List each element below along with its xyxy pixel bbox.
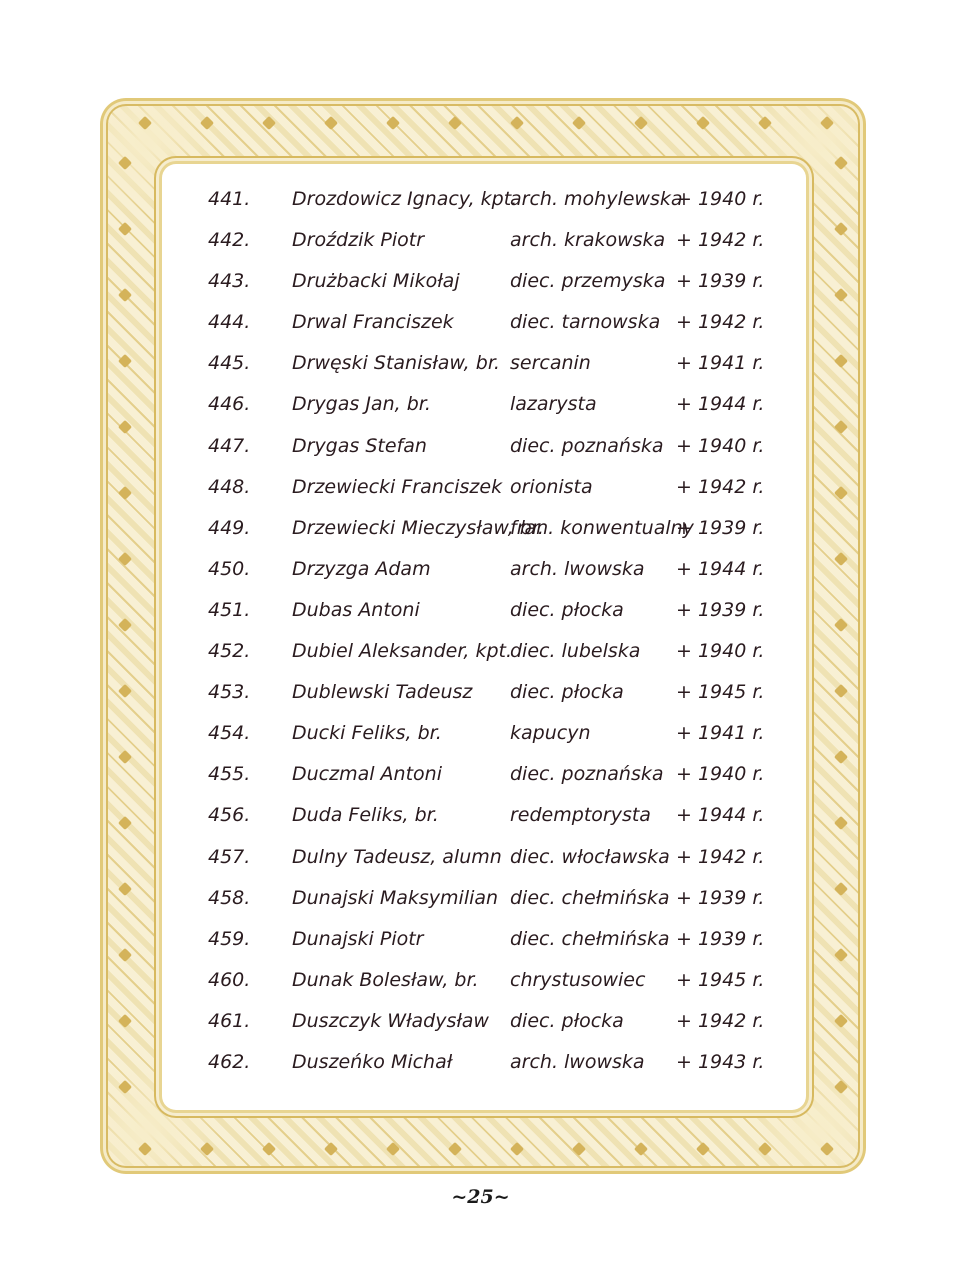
entry-year: + 1943 r.	[676, 1050, 765, 1073]
thorn-ornament	[118, 1014, 132, 1028]
thorn-ornament	[758, 1142, 772, 1156]
thorn-ornament	[118, 354, 132, 368]
thorn-ornament	[834, 882, 848, 896]
thorn-ornament	[386, 116, 400, 130]
thorn-ornament	[200, 116, 214, 130]
entry-diocese: kapucyn	[510, 722, 591, 745]
entry-year: + 1942 r.	[676, 311, 765, 334]
entry-name: Duszczyk Władysław	[292, 1009, 489, 1032]
entry-name: Ducki Feliks, br.	[292, 722, 442, 745]
entry-number: 447.	[208, 434, 251, 457]
entry-row	[190, 838, 790, 879]
thorn-ornament	[118, 750, 132, 764]
thorn-ornament	[138, 116, 152, 130]
entry-diocese: fran. konwentualny	[510, 516, 694, 539]
entry-diocese: diec. chełmińska	[510, 927, 670, 950]
thorn-ornament	[138, 1142, 152, 1156]
thorn-ornament	[834, 222, 848, 236]
entry-diocese: diec. płocka	[510, 598, 624, 621]
entry-number: 448.	[208, 475, 251, 498]
thorn-ornament	[118, 684, 132, 698]
entry-year: + 1945 r.	[676, 681, 765, 704]
entry-number: 457.	[208, 845, 251, 868]
entry-name: Drzewiecki Franciszek	[292, 475, 503, 498]
entry-name: Dunajski Piotr	[292, 927, 424, 950]
entry-row	[190, 755, 790, 796]
entry-row	[190, 1002, 790, 1043]
entry-number: 443.	[208, 270, 251, 293]
entry-diocese: diec. poznańska	[510, 434, 664, 457]
thorn-ornament	[834, 684, 848, 698]
entry-number: 453.	[208, 681, 251, 704]
thorn-ornament	[634, 1142, 648, 1156]
thorn-ornament	[118, 486, 132, 500]
entry-diocese: arch. krakowska	[510, 229, 666, 252]
entry-year: + 1940 r.	[676, 640, 765, 663]
thorn-ornament	[118, 618, 132, 632]
thorn-ornament	[118, 816, 132, 830]
entry-row	[190, 509, 790, 550]
entry-row	[190, 468, 790, 509]
entry-year: + 1940 r.	[676, 188, 765, 210]
entry-diocese: diec. poznańska	[510, 763, 664, 786]
entry-row	[190, 344, 790, 385]
entry-year: + 1940 r.	[676, 763, 765, 786]
entry-year: + 1941 r.	[676, 352, 765, 375]
entry-number: 462.	[208, 1050, 251, 1073]
entry-name: Drużbacki Mikołaj	[292, 270, 460, 293]
entry-number: 452.	[208, 640, 251, 663]
thorn-ornament	[200, 1142, 214, 1156]
entry-row	[190, 796, 790, 837]
entry-row	[190, 591, 790, 632]
entry-row	[190, 262, 790, 303]
entry-year: + 1944 r.	[676, 557, 765, 580]
thorn-ornament	[118, 948, 132, 962]
thorn-ornament	[262, 116, 276, 130]
entry-diocese: diec. przemyska	[510, 270, 666, 293]
thorn-ornament	[634, 116, 648, 130]
thorn-ornament	[448, 1142, 462, 1156]
entry-number: 451.	[208, 598, 251, 621]
entry-year: + 1939 r.	[676, 886, 765, 909]
thorn-ornament	[834, 816, 848, 830]
thorn-ornament	[448, 116, 462, 130]
entry-diocese: arch. mohylewska	[510, 188, 683, 210]
thorn-ornament	[834, 1080, 848, 1094]
entry-row	[190, 673, 790, 714]
entry-year: + 1942 r.	[676, 845, 765, 868]
entry-number: 455.	[208, 763, 251, 786]
entry-row	[190, 1043, 790, 1084]
thorn-ornament	[834, 750, 848, 764]
entry-number: 459.	[208, 927, 251, 950]
entry-number: 446.	[208, 393, 251, 416]
thorn-ornament	[118, 420, 132, 434]
thorn-ornament	[696, 116, 710, 130]
thorn-ornament	[834, 354, 848, 368]
thorn-ornament	[386, 1142, 400, 1156]
entry-number: 442.	[208, 229, 251, 252]
entry-diocese: redemptorysta	[510, 804, 651, 827]
thorn-ornament	[834, 552, 848, 566]
entry-name: Duczmal Antoni	[292, 763, 442, 786]
page-number: ~25~	[451, 1186, 510, 1208]
entry-number: 444.	[208, 311, 251, 334]
entry-row	[190, 632, 790, 673]
entry-year: + 1939 r.	[676, 270, 765, 293]
entry-row	[190, 714, 790, 755]
thorn-ornament	[510, 116, 524, 130]
entry-diocese: diec. włocławska	[510, 845, 670, 868]
entry-row	[190, 385, 790, 426]
thorn-ornament	[118, 552, 132, 566]
thorn-ornament	[118, 1080, 132, 1094]
entry-diocese: sercanin	[510, 352, 591, 375]
thorn-ornament	[834, 156, 848, 170]
entry-row	[190, 879, 790, 920]
entry-diocese: diec. płocka	[510, 681, 624, 704]
thorn-ornament	[118, 156, 132, 170]
entry-name: Dunak Bolesław, br.	[292, 968, 479, 991]
entry-number: 461.	[208, 1009, 251, 1032]
entry-year: + 1944 r.	[676, 804, 765, 827]
entry-name: Drwal Franciszek	[292, 311, 454, 334]
entry-year: + 1939 r.	[676, 516, 765, 539]
entry-name: Drzyzga Adam	[292, 557, 431, 580]
entry-year: + 1942 r.	[676, 475, 765, 498]
thorn-ornament	[834, 618, 848, 632]
entry-year: + 1939 r.	[676, 927, 765, 950]
entry-year: + 1942 r.	[676, 1009, 765, 1032]
thorn-ornament	[834, 288, 848, 302]
entry-row	[190, 920, 790, 961]
entry-row	[190, 221, 790, 262]
thorn-ornament	[118, 288, 132, 302]
entry-year: + 1939 r.	[676, 598, 765, 621]
thorn-ornament	[118, 882, 132, 896]
thorn-ornament	[572, 1142, 586, 1156]
entry-diocese: diec. chełmińska	[510, 886, 670, 909]
thorn-ornament	[324, 1142, 338, 1156]
entry-year: + 1942 r.	[676, 229, 765, 252]
entry-name: Drozdowicz Ignacy, kpt.	[292, 188, 518, 210]
thorn-ornament	[262, 1142, 276, 1156]
thorn-ornament	[572, 116, 586, 130]
thorn-ornament	[820, 116, 834, 130]
thorn-ornament	[834, 1014, 848, 1028]
entry-name: Dulny Tadeusz, alumn	[292, 845, 502, 868]
entry-number: 454.	[208, 722, 251, 745]
thorn-ornament	[324, 116, 338, 130]
entry-number: 445.	[208, 352, 251, 375]
entry-number: 460.	[208, 968, 251, 991]
entry-row	[190, 550, 790, 591]
entry-name: Dubiel Aleksander, kpt.	[292, 640, 513, 663]
entry-name: Drzewiecki Mieczysław, br.	[292, 516, 544, 539]
entry-number: 456.	[208, 804, 251, 827]
entry-name: Duszeńko Michał	[292, 1050, 453, 1073]
entry-number: 449.	[208, 516, 251, 539]
entry-diocese: diec. lubelska	[510, 640, 641, 663]
entry-year: + 1944 r.	[676, 393, 765, 416]
thorn-ornament	[118, 222, 132, 236]
entry-year: + 1941 r.	[676, 722, 765, 745]
thorn-ornament	[820, 1142, 834, 1156]
entry-name: Drwęski Stanisław, br.	[292, 352, 500, 375]
entry-year: + 1940 r.	[676, 434, 765, 457]
thorn-ornament	[696, 1142, 710, 1156]
entry-diocese: arch. lwowska	[510, 557, 645, 580]
entry-diocese: orionista	[510, 475, 593, 498]
entry-row	[190, 961, 790, 1002]
entry-row	[190, 180, 790, 221]
entry-row	[190, 303, 790, 344]
entry-name: Dunajski Maksymilian	[292, 886, 499, 909]
thorn-ornament	[834, 486, 848, 500]
entry-name: Drygas Jan, br.	[292, 393, 431, 416]
entry-row	[190, 427, 790, 468]
entry-name: Dublewski Tadeusz	[292, 681, 473, 704]
thorn-ornament	[510, 1142, 524, 1156]
entry-diocese: lazarysta	[510, 393, 597, 416]
entry-diocese: diec. płocka	[510, 1009, 624, 1032]
entry-name: Dubas Antoni	[292, 598, 420, 621]
entry-number: 450.	[208, 557, 251, 580]
thorn-ornament	[758, 116, 772, 130]
entry-diocese: arch. lwowska	[510, 1050, 645, 1073]
entry-name: Drygas Stefan	[292, 434, 427, 457]
thorn-ornament	[834, 948, 848, 962]
entries-list	[190, 180, 790, 1084]
thorn-ornament	[834, 420, 848, 434]
entry-diocese: chrystusowiec	[510, 968, 646, 991]
entry-diocese: diec. tarnowska	[510, 311, 661, 334]
entry-year: + 1945 r.	[676, 968, 765, 991]
entry-number: 441.	[208, 188, 251, 210]
entry-name: Duda Feliks, br.	[292, 804, 439, 827]
entry-name: Droździk Piotr	[292, 229, 425, 252]
entry-number: 458.	[208, 886, 251, 909]
